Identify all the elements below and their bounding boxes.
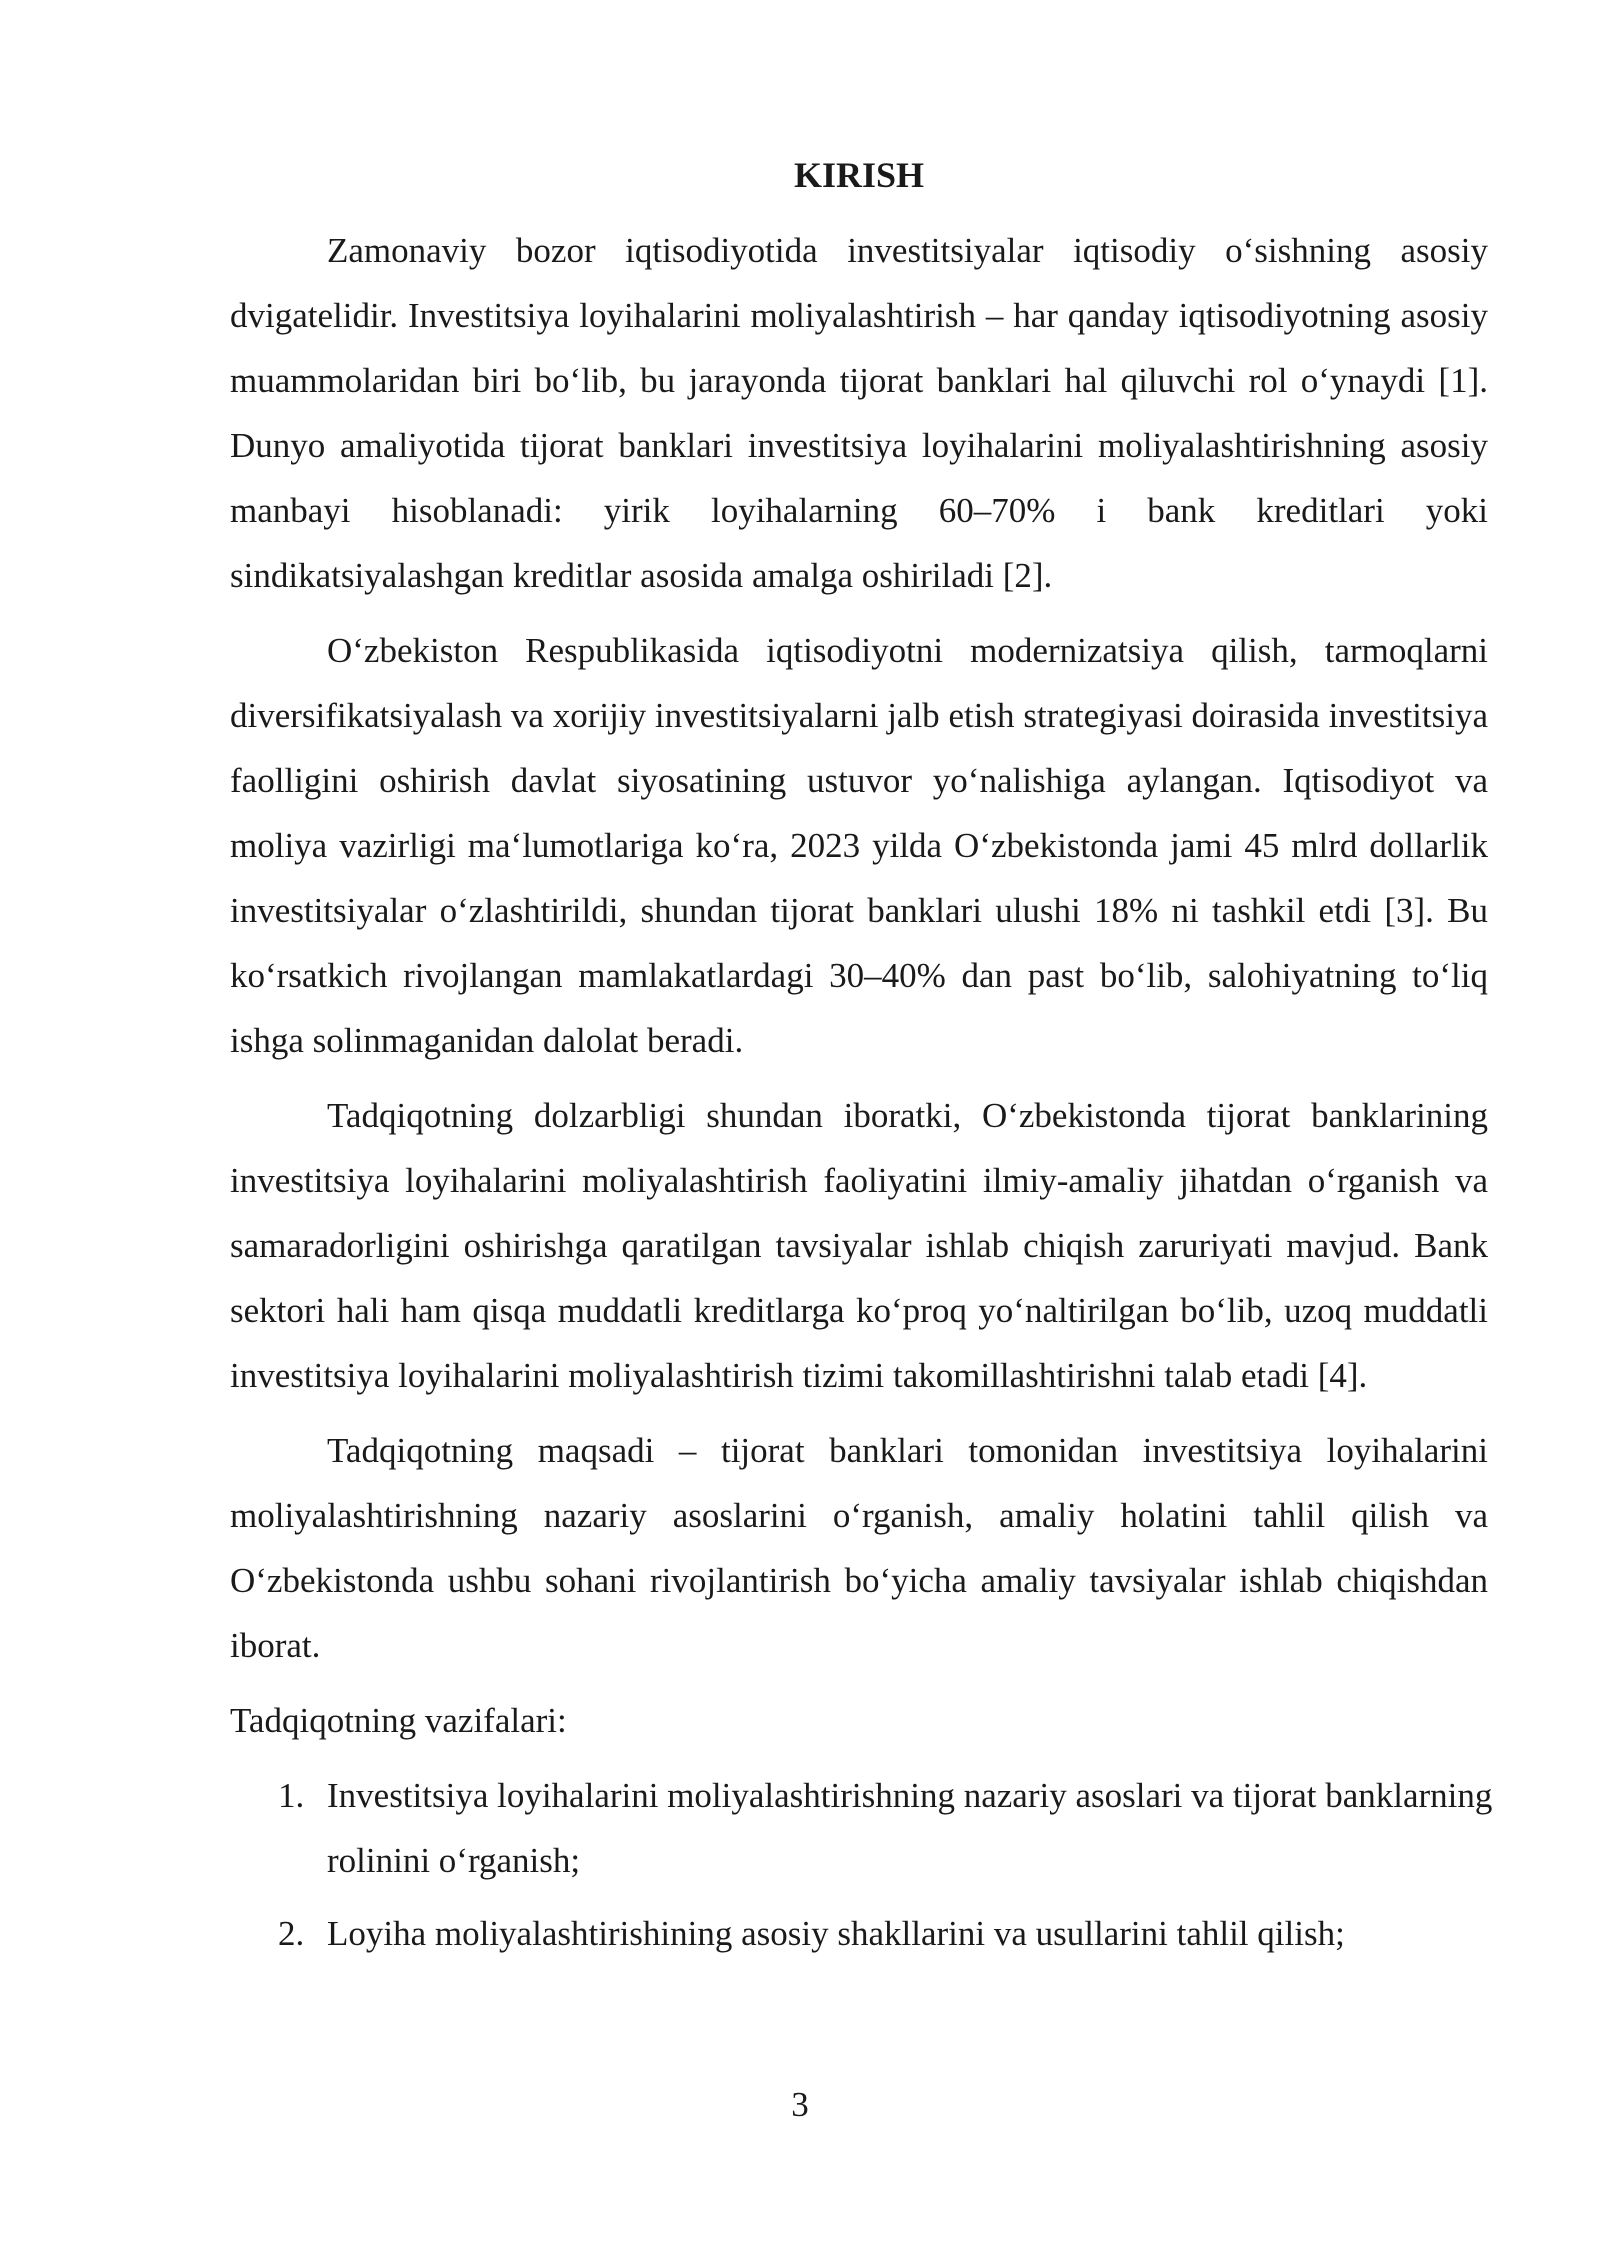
paragraph: Tadqiqotning maqsadi – tijorat banklari tomonidan investitsiya loyihalarini moliyalashtirishning nazariy asoslarini oʻrganish, amaliy holatini tahlil qilish va Oʻzbekistonda ushbu sohani rivojlantirish boʻyicha amaliy tavsiyalar ishlab chiqishdan iborat. (230, 1431, 1488, 1665)
tasks-list (230, 1763, 1493, 1966)
list-item (230, 1901, 1497, 1966)
document-page (230, 150, 1493, 1974)
page-number: 3 (791, 2085, 809, 2124)
tasks-label: Tadqiqotning vazifalari: (230, 1701, 567, 1740)
list-item-text: Loyiha moliyalashtirishining asosiy shakllarini va usullarini tahlil qilish; (327, 1914, 1345, 1953)
list-item-text: Investitsiya loyihalarini moliyalashtirishning nazariy asoslari va tijorat banklarning rolinini oʻrganish; (327, 1776, 1493, 1880)
section-heading: KIRISH (793, 155, 925, 195)
list-item-number: 1. (278, 1776, 305, 1815)
paragraph: Oʻzbekiston Respublikasida iqtisodiyotni modernizatsiya qilish, tarmoqlarni diversifikatsiyalash va xorijiy investitsiyalarni jalb etish strategiyasi doirasida investitsiya faolligini oshirish davlat siyosatining ustuvor yoʻnalishiga aylangan. Iqtisodiyot va moliya vazirligi maʻlumotlariga koʻra, 2023 yilda Oʻzbekistonda jami 45 mlrd dollarlik investitsiyalar oʻzlashtirildi, shundan tijorat banklari ulushi 18% ni tashkil etdi [3]. Bu koʻrsatkich rivojlangan mamlakatlardagi 30–40% dan past boʻlib, salohiyatning toʻliq ishga solinmaganidan dalolat beradi. (230, 631, 1488, 1060)
paragraph: Zamonaviy bozor iqtisodiyotida investitsiyalar iqtisodiy oʻsishning asosiy dvigatelidir. Investitsiya loyihalarini moliyalashtirish – har qanday iqtisodiyotning asosiy muammolaridan biri boʻlib, bu jarayonda tijorat banklari hal qiluvchi rol oʻynaydi [1]. Dunyo amaliyotida tijorat banklari investitsiya loyihalarini moliyalashtirishning asosiy manbayi hisoblanadi: yirik loyihalarning 60–70% i bank kreditlari yoki sindikatsiyalashgan kreditlar asosida amalga oshiriladi [2]. (230, 231, 1488, 595)
list-item-number: 2. (278, 1914, 305, 1953)
list-item (230, 1763, 1497, 1893)
paragraph: Tadqiqotning dolzarbligi shundan iboratki, Oʻzbekistonda tijorat banklarining investitsiya loyihalarini moliyalashtirish faoliyatini ilmiy-amaliy jihatdan oʻrganish va samaradorligini oshirishga qaratilgan tavsiyalar ishlab chiqish zaruriyati mavjud. Bank sektori hali ham qisqa muddatli kreditlarga koʻproq yoʻnaltirilgan boʻlib, uzoq muddatli investitsiya loyihalarini moliyalashtirish tizimi takomillashtirishni talab etadi [4]. (230, 1096, 1488, 1395)
